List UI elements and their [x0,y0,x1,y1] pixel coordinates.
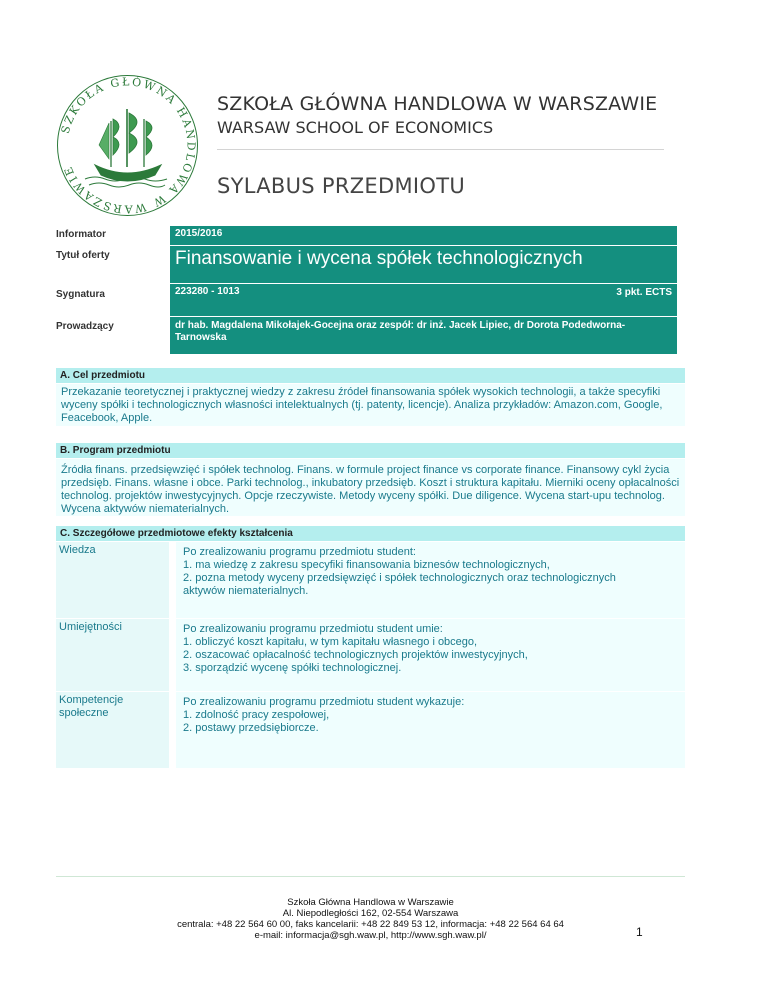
signature-cell [170,284,677,316]
section-a-header: A. Cel przedmiotu [56,368,685,383]
effect-line: 2. oszacować opłacalność technologicznych projektów inwestycyjnych, [183,649,528,661]
effect-label-knowledge: Wiedza [56,542,169,618]
effect-line: 2. pozna metody wyceny przedsięwzięć i spółek technologicznych oraz technologicznych [183,572,616,584]
signature-label: Sygnatura [56,289,105,300]
effect-line: aktywów niematerialnych. [183,585,309,597]
effect-text-social [176,692,685,768]
section-c-header: C. Szczegółowe przedmiotowe efekty kształcenia [56,526,685,541]
effect-line: 3. sporządzić wycenę spółki technologicznej. [183,662,402,674]
seal-text: SZKOŁA GŁÓWNA HANDLOWA W WARSZAWIE [58,75,198,216]
effect-line: Po zrealizowaniu programu przedmiotu student wykazuje: [183,696,465,708]
informator-value: 2015/2016 [170,226,677,245]
lecturer-label: Prowadzący [56,321,114,332]
offer-title-label: Tytuł oferty [56,250,110,261]
effect-line: 1. ma wiedzę z zakresu specyfiki finansowania biznesów technologicznych, [183,559,550,571]
footer-line: Al. Niepodległości 162, 02-554 Warszawa [282,908,459,919]
signature-value: 223280 - 1013 [175,286,240,297]
informator-label: Informator [56,229,106,240]
footer-line: Szkoła Główna Handlowa w Warszawie [287,897,454,908]
footer [56,897,685,941]
section-a-body: Przekazanie teoretycznej i praktycznej wiedzy z zakresu źródeł finansowania spółek wysokich technologii, a także specyfiki wyceny spółki i technologicznych własności intelektualnych (tj. patenty, licencje). Analiza przykładów: Amazon.com, Google, Feacebook, Apple. [56,384,685,426]
offer-title-cell [170,246,677,283]
effect-line: 1. obliczyć koszt kapitału, w tym kapitału własnego i obcego, [183,636,478,648]
university-seal-logo [55,73,200,218]
effect-label-social: Kompetencje społeczne [56,692,169,768]
effect-text-knowledge [176,542,685,618]
university-name: SZKOŁA GŁÓWNA HANDLOWA W WARSZAWIE [217,93,658,115]
header-divider [217,149,664,150]
effect-line: 2. postawy przedsiębiorcze. [183,722,319,734]
university-name-english: WARSAW SCHOOL OF ECONOMICS [217,118,494,137]
page-number: 1 [636,925,643,939]
course-title: Finansowanie i wycena spółek technologicznych [175,248,583,269]
effect-text-skills [176,619,685,691]
effect-label-skills: Umiejętności [56,619,169,691]
footer-line: e-mail: informacja@sgh.waw.pl, http://www.sgh.waw.pl/ [254,930,487,941]
effect-line: Po zrealizowaniu programu przedmiotu student: [183,546,416,558]
section-b-body: Źródła finans. przedsięwzięć i spółek technolog. Finans. w formule project finance vs corporate finance. Finansowy cykl życia przedsięb. Finans. własne i obce. Parki technolog., inkubatory przedsięb. Koszt i struktura kapitału. Mierniki oceny opłacalności technolog. projektów inwestycyjnych. Opcje rzeczywiste. Metody wyceny spółki. Due diligence. Wycena start-upu technolog. Wycena aktywów niematerialnych. [56,459,685,516]
effect-line: 1. zdolność pracy zespołowej, [183,709,330,721]
section-b-header: B. Program przedmiotu [56,443,685,458]
document-title: SYLABUS PRZEDMIOTU [217,174,466,198]
ects-points: 3 pkt. ECTS [616,287,672,298]
footer-divider [56,876,685,877]
effect-line: Po zrealizowaniu programu przedmiotu student umie: [183,623,443,635]
lecturer-value: dr hab. Magdalena Mikołajek-Gocejna oraz zespół: dr inż. Jacek Lipiec, dr Dorota Podedworna-Tarnowska [170,317,677,354]
footer-line: centrala: +48 22 564 60 00, faks kancelarii: +48 22 849 53 12, informacja: +48 22 564 64 64 [177,919,564,930]
